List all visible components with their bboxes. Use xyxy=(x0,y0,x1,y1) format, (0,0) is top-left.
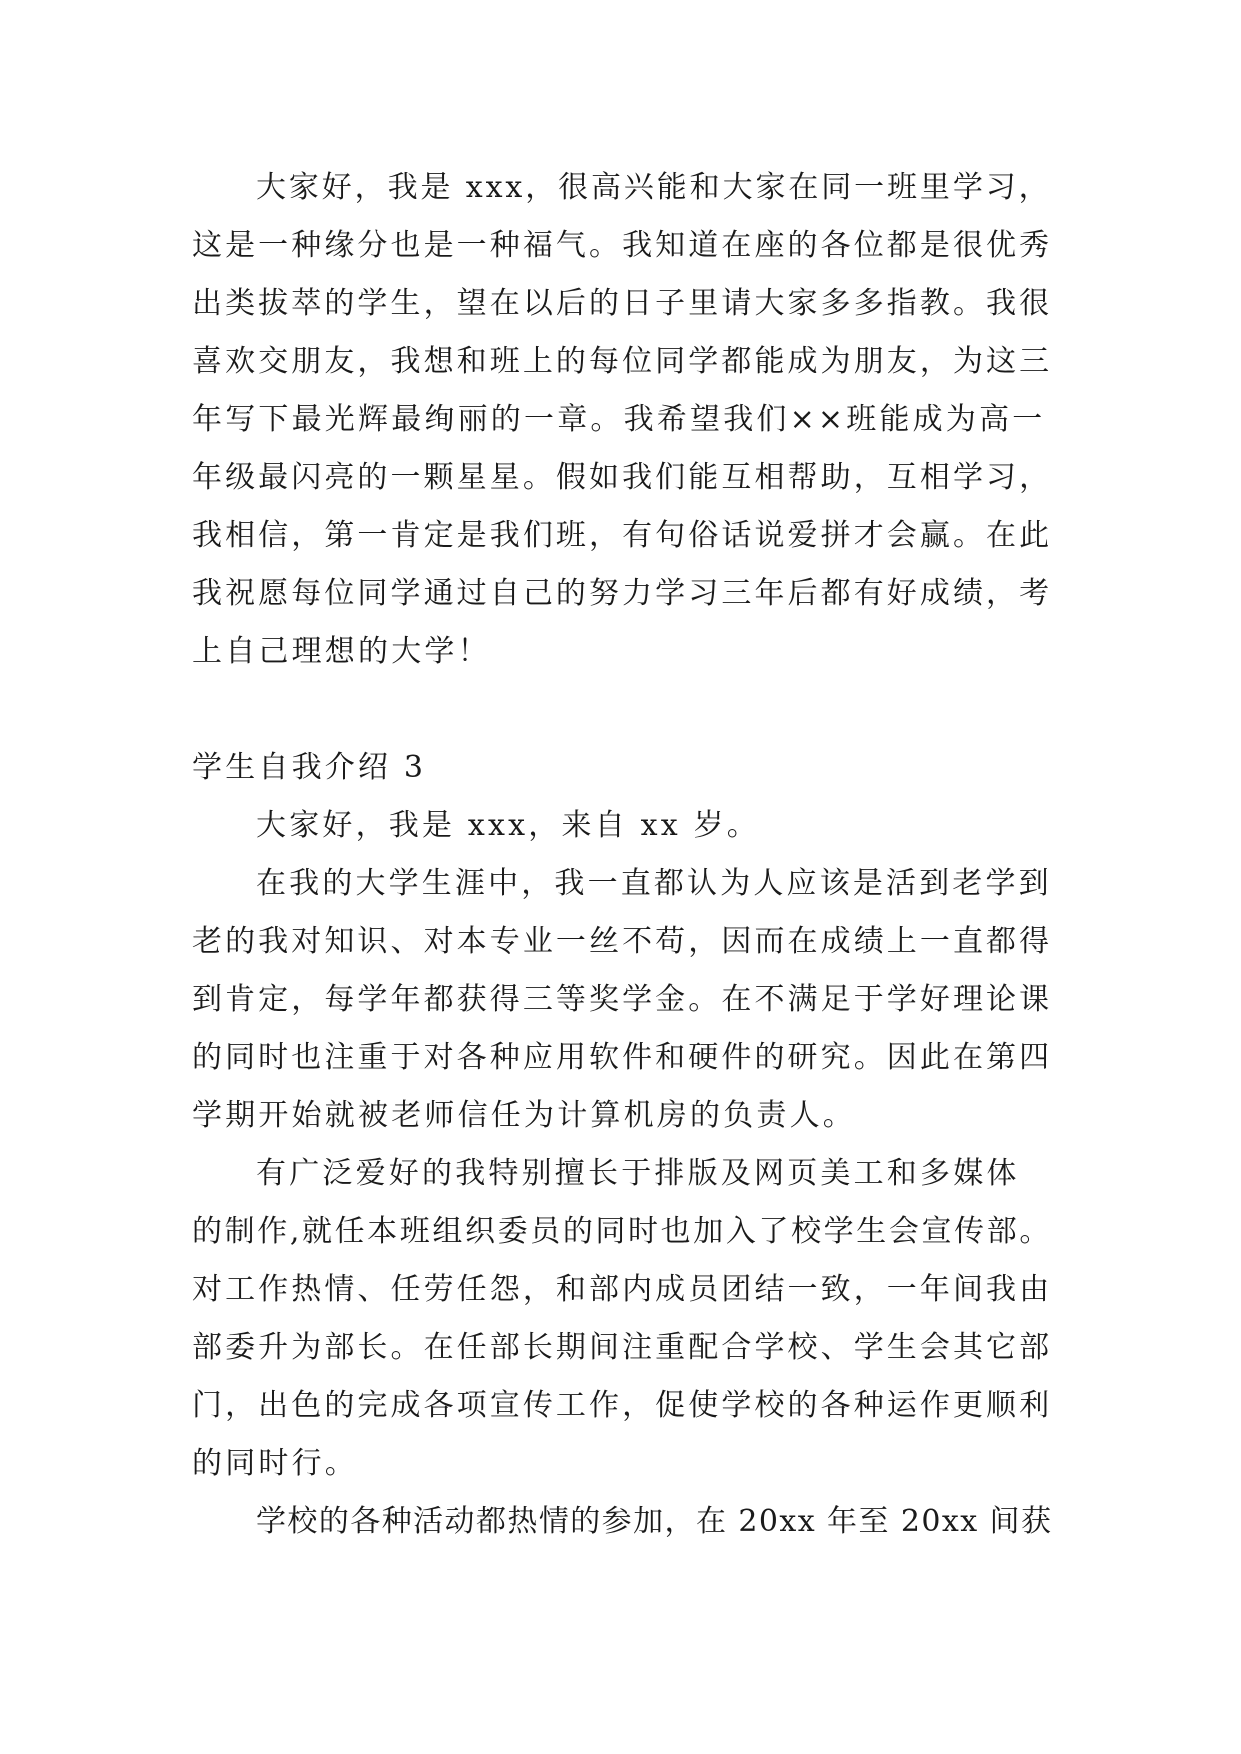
paragraph-3-line-1: 在我的大学生涯中，我一直都认为人应该是活到老学到 xyxy=(256,866,1052,901)
paragraph-4-line-6: 的同时行。 xyxy=(192,1446,358,1481)
paragraph-4-line-2: 的制作,就任本班组织委员的同时也加入了校学生会宣传部。 xyxy=(192,1214,1052,1249)
paragraph-4-line-4: 部委升为部长。在任部长期间注重配合学校、学生会其它部 xyxy=(192,1330,1053,1365)
paragraph-1-line-9: 上自己理想的大学！ xyxy=(192,634,491,669)
paragraph-4-line-1: 有广泛爱好的我特别擅长于排版及网页美工和多媒体 xyxy=(256,1156,1020,1191)
paragraph-3-line-2: 老的我对知识、对本专业一丝不苟，因而在成绩上一直都得 xyxy=(192,924,1053,959)
paragraph-1-line-2: 这是一种缘分也是一种福气。我知道在座的各位都是很优秀 xyxy=(192,228,1053,263)
paragraph-1-line-1: 大家好，我是 xxx，很高兴能和大家在同一班里学习， xyxy=(256,170,1052,205)
section-heading: 学生自我介绍 3 xyxy=(192,750,427,785)
paragraph-4-line-5: 门，出色的完成各项宣传工作，促使学校的各种运作更顺利 xyxy=(192,1388,1053,1423)
paragraph-1-line-6: 年级最闪亮的一颗星星。假如我们能互相帮助，互相学习， xyxy=(192,460,1053,495)
paragraph-4-line-3: 对工作热情、任劳任怨，和部内成员团结一致，一年间我由 xyxy=(192,1272,1053,1307)
paragraph-1-line-7: 我相信，第一肯定是我们班，有句俗话说爱拼才会赢。在此 xyxy=(192,518,1053,553)
paragraph-1-line-5: 年写下最光辉最绚丽的一章。我希望我们××班能成为高一 xyxy=(192,402,1046,437)
paragraph-5-line-1: 学校的各种活动都热情的参加，在 20xx 年至 20xx 间获 xyxy=(256,1504,1053,1539)
paragraph-3-line-4: 的同时也注重于对各种应用软件和硬件的研究。因此在第四 xyxy=(192,1040,1053,1075)
paragraph-3-line-5: 学期开始就被老师信任为计算机房的负责人。 xyxy=(192,1098,856,1133)
paragraph-1-line-4: 喜欢交朋友，我想和班上的每位同学都能成为朋友，为这三 xyxy=(192,344,1053,379)
paragraph-2-line-1: 大家好，我是 xxx，来自 xx 岁。 xyxy=(256,808,761,843)
paragraph-1-line-8: 我祝愿每位同学通过自己的努力学习三年后都有好成绩，考 xyxy=(192,576,1053,611)
paragraph-1-line-3: 出类拔萃的学生，望在以后的日子里请大家多多指教。我很 xyxy=(192,286,1053,321)
paragraph-3-line-3: 到肯定，每学年都获得三等奖学金。在不满足于学好理论课 xyxy=(192,982,1053,1017)
